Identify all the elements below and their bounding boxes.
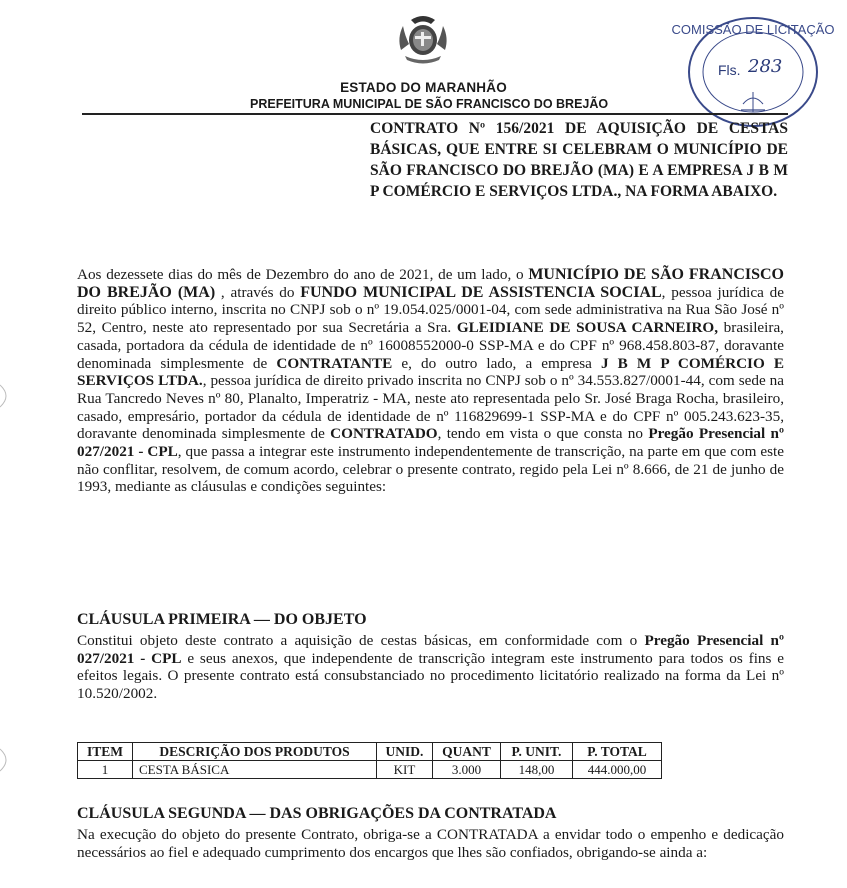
intro-text-6: , pessoa jurídica de direito privado inscrita no CNPJ sob o nº 34.553.827/0001-44, com sede na Rua Tancredo Neves nº 80, Planalto, Imperatriz - MA, neste ato representada pelo Sr. José Braga Rocha, brasileiro, casado, empresário, portador da cédula de identidade de nº 116829699-1 SSP-MA e do CPF nº 005.243.623-35, doravante denominada simplesmente de (77, 372, 784, 443)
svg-text:COMISSÃO DE LICITAÇÃO: COMISSÃO DE LICITAÇÃO (671, 22, 835, 37)
cell-quant: 3.000 (433, 761, 501, 779)
intro-text-5: e, do outro lado, a empresa (392, 354, 601, 372)
stamp-page-number: 283 (748, 56, 783, 77)
clause-2-heading: CLÁUSULA SEGUNDA — DAS OBRIGAÇÕES DA CONTRATADA (77, 805, 557, 822)
header-descricao: DESCRIÇÃO DOS PRODUTOS (133, 743, 377, 761)
punch-hole-mark (0, 748, 14, 772)
contract-title: CONTRATO Nº 156/2021 DE AQUISIÇÃO DE CESTAS BÁSICAS, QUE ENTRE SI CELEBRAM O MUNICÍPIO DE SÃO FRANCISCO DO BREJÃO (MA) E A EMPRESA J B M P COMÉRCIO E SERVIÇOS LTDA., NA FORMA ABAIXO. (370, 120, 788, 200)
intro-bold-fundo: FUNDO MUNICIPAL DE ASSISTENCIA SOCIAL (300, 283, 662, 301)
intro-bold-contratante: CONTRATANTE (276, 354, 393, 372)
intro-bold-secretaria: GLEIDIANE DE SOUSA CARNEIRO, (456, 319, 719, 337)
intro-bold-contratado: CONTRATADO (330, 425, 438, 443)
table-header-row (78, 743, 662, 761)
intro-text-4: brasileira, casada, portadora da cédula de identidade de nº 16008552000-0 SSP-MA e do CPF nº 968.458.803-87, doravante denominada simplesmente de (77, 319, 784, 372)
intro-bold-empresa: J B M P COMÉRCIO E SERVIÇOS LTDA. (77, 354, 784, 390)
clause-1-text-2: e seus anexos, que independente de transcrição integram este instrumento para todos os fins e efeitos legais. O presente contrato está consubstanciado no procedimento licitatório realizado na forma da Lei nº 10.520/2002. (77, 649, 785, 703)
cell-p-total: 444.000,00 (573, 761, 662, 779)
prefeitura-heading: PREFEITURA MUNICIPAL DE SÃO FRANCISCO DO BREJÃO (250, 97, 609, 111)
intro-bold-pregao: Pregão Presencial nº 027/2021 - CPL (77, 425, 784, 461)
intro-text-8: , que passa a integrar este instrumento independentemente de transcrição, na parte em que com este não conflitar, resolvem, de comum acordo, celebrar o presente contrato, regido pela Lei nº 8.666, de 21 de junho de 1993, mediante as cláusulas e condições seguintes: (77, 443, 784, 496)
punch-hole-mark (0, 384, 14, 408)
cell-descricao: CESTA BÁSICA (133, 761, 377, 779)
intro-text-1: Aos dezessete dias do mês de Dezembro do ano de 2021, de um lado, o (77, 266, 529, 283)
items-table (77, 742, 662, 779)
clause-2-paragraph: Na execução do objeto do presente Contrato, obriga-se a CONTRATADA a envidar todo o empenho e dedicação necessários ao fiel e adequado cumprimento dos encargos que lhes são confiados, obrigando-se ainda a: (77, 826, 784, 861)
header-p-total: P. TOTAL (573, 743, 662, 761)
table-row (78, 761, 662, 779)
cell-item: 1 (78, 761, 133, 779)
stamp-fls-label: Fls. (718, 62, 741, 78)
state-heading: ESTADO DO MARANHÃO (340, 80, 507, 95)
header-p-unit: P. UNIT. (501, 743, 573, 761)
coat-of-arms-icon (393, 10, 453, 68)
intro-paragraph (77, 266, 784, 496)
intro-text-2: , através do (215, 283, 301, 301)
cell-unid: KIT (377, 761, 433, 779)
intro-bold-municipio: MUNICÍPIO DE SÃO FRANCISCO DO BREJÃO (MA) (77, 266, 785, 301)
clause-1-paragraph (77, 632, 784, 703)
clause-1-text-1: Constitui objeto deste contrato a aquisição de cestas básicas, em conformidade com o (77, 632, 645, 649)
header-unid: UNID. (377, 743, 433, 761)
header-item: ITEM (78, 743, 133, 761)
intro-text-3: , pessoa jurídica de direito público interno, inscrita no CNPJ sob o nº 19.054.025/0001-04, com sede administrativa na Rua São José nº 52, Centro, neste ato representado por sua Secretária a Sra. (77, 283, 784, 337)
clause-1-heading: CLÁUSULA PRIMEIRA — DO OBJETO (77, 611, 367, 628)
intro-text-7: , tendo em vista o que consta no (437, 425, 649, 443)
header-divider (82, 113, 788, 115)
clause-1-bold-pregao: Pregão Presencial nº 027/2021 - CPL (77, 632, 784, 667)
cell-p-unit: 148,00 (501, 761, 573, 779)
header-quant: QUANT (433, 743, 501, 761)
